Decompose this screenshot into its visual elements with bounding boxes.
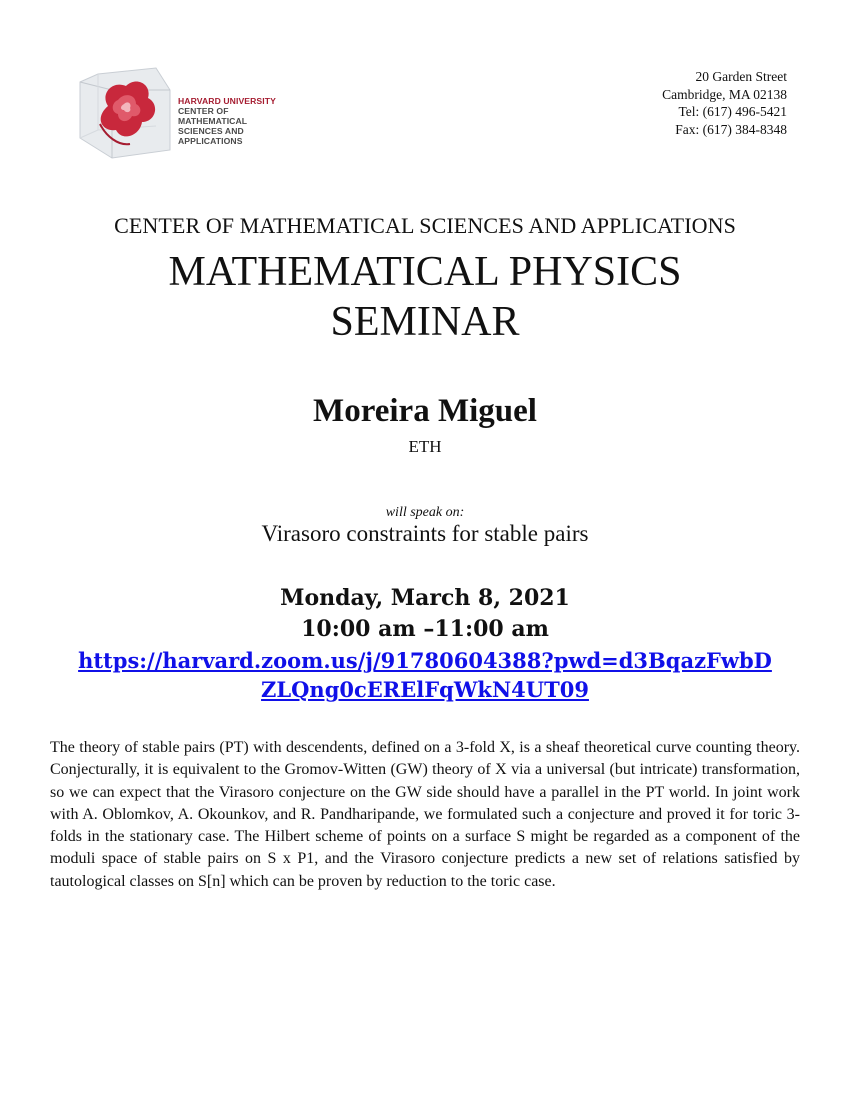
cmsa-logo xyxy=(78,66,298,161)
talk-date: Monday, March 8, 2021 xyxy=(280,585,570,611)
talk-title: Virasoro constraints for stable pairs xyxy=(261,521,589,546)
center-name: CENTER OF MATHEMATICAL SCIENCES AND APPLICATIONS xyxy=(114,213,736,238)
zoom-link-line-1[interactable]: https://harvard.zoom.us/j/91780604388?pwd=d3BqazFwbD xyxy=(78,648,772,673)
cube-logo-icon xyxy=(78,66,174,161)
zoom-link-line-2[interactable]: ZLQng0cERElFqWkN4UT09 xyxy=(261,677,589,702)
seminar-title-line-1: MATHEMATICAL PHYSICS xyxy=(168,249,682,295)
address-city: Cambridge, MA 02138 xyxy=(662,86,787,102)
abstract-text: The theory of stable pairs (PT) with descendents, defined on a 3-fold X, is a sheaf theoretical curve counting theory. Conjecturally, it is equivalent to the Gromov-Witten (GW) theory of X via a universal (but intricate) transformation, so we can expect that the Virasoro conjecture on the GW side should have a parallel in the PT world. In joint work with A. Oblomkov, A. Okounkov, and R. Pandharipande, we formulated such a conjecture and proved it for toric 3-folds in the stationary case. The Hilbert scheme of points on a surface S might be regarded as a component of the moduli space of stable pairs on S x P1, and the Virasoro conjecture predicts a new set of relations satisfied by tautological classes on S[n] which can be proven by reduction to the toric case. xyxy=(50,739,800,890)
address-fax: Fax: (617) 384-8348 xyxy=(675,121,787,137)
logo-line-3: SCIENCES AND APPLICATIONS xyxy=(178,126,244,146)
address-block xyxy=(662,68,787,138)
zoom-link[interactable] xyxy=(0,646,850,704)
talk-time: 10:00 am –11:00 am xyxy=(301,616,549,642)
logo-line-2: CENTER OF MATHEMATICAL xyxy=(178,106,248,126)
address-street: 20 Garden Street xyxy=(695,69,787,84)
logo-line-1: HARVARD UNIVERSITY xyxy=(178,96,276,106)
speaker-affiliation: ETH xyxy=(408,437,442,456)
address-tel: Tel: (617) 496-5421 xyxy=(678,104,787,119)
logo-wordmark xyxy=(178,96,298,146)
seminar-title-line-2: SEMINAR xyxy=(330,299,520,345)
seminar-title xyxy=(0,247,850,347)
will-speak-label: will speak on: xyxy=(385,505,465,520)
speaker-name: Moreira Miguel xyxy=(313,393,537,429)
